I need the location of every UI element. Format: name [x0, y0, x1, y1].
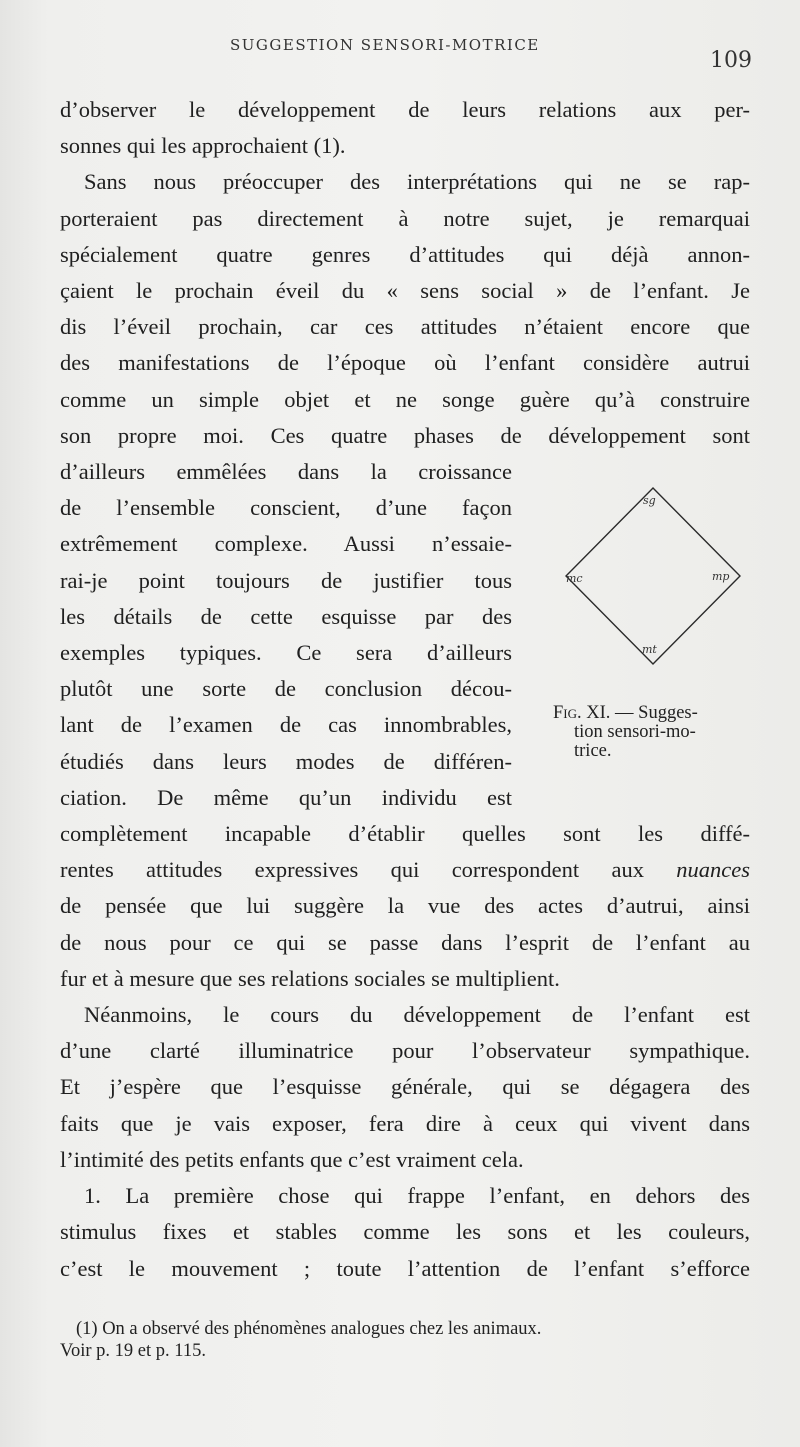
paragraph-1 [60, 92, 750, 164]
text-line: les détails de cette esquisse par des [60, 603, 512, 629]
caption-line: trice. [574, 741, 612, 761]
page-number: 109 [710, 48, 752, 73]
text-line [60, 852, 750, 888]
paragraph-4 [60, 1178, 750, 1287]
text-line: Néanmoins, le cours du développement de l’enfant est [84, 1002, 750, 1028]
caption-line [553, 704, 758, 723]
text-line: dis l’éveil prochain, car ces attitudes n’étaient encore que [60, 314, 750, 340]
label-bottom: mt [642, 643, 657, 656]
text-line: de l’ensemble conscient, d’une façon [60, 495, 512, 521]
label-top: sg [643, 494, 656, 507]
caption-line: tion sensori-mo- [574, 722, 696, 742]
footnote-line: Voir p. 19 et p. 115. [60, 1341, 206, 1361]
text-line: spécialement quatre genres d’attitudes qui déjà annon- [60, 241, 750, 267]
text-line: porteraient pas directement à notre sujet, je remarquai [60, 205, 750, 231]
text-line: c’est le mouvement ; toute l’attention de l’enfant s’efforce [60, 1255, 750, 1281]
text-line: çaient le prochain éveil du « sens social » de l’enfant. Je [60, 278, 750, 304]
text-line: de nous pour ce qui se passe dans l’esprit de l’enfant au [60, 929, 750, 955]
text-line: étudiés dans leurs modes de différen- [60, 748, 512, 774]
wrapped-text-beside-figure [60, 454, 512, 816]
label-right: mp [712, 570, 730, 583]
text-line: extrêmement complexe. Aussi n’essaie- [60, 531, 512, 557]
diamond-diagram [548, 470, 758, 700]
text-line: de pensée que lui suggère la vue des actes d’autrui, ainsi [60, 893, 750, 919]
text-fragment: rentes attitudes expressives qui correspondent aux [60, 857, 677, 883]
caption-prefix: Fig. XI. [553, 703, 611, 723]
text-line: complètement incapable d’établir quelles sont les diffé- [60, 821, 750, 847]
text-line: Et j’espère que l’esquisse générale, qui se dégagera des [60, 1074, 750, 1100]
text-line: comme un simple objet et ne songe guère qu’à construire [60, 386, 750, 412]
caption-text: — Sugges- [610, 703, 698, 723]
footnote-line: (1) On a observé des phénomènes analogues chez les animaux. [76, 1319, 542, 1339]
label-left: mc [566, 572, 583, 585]
text-line: plutôt une sorte de conclusion décou- [60, 676, 512, 702]
figure-caption [553, 704, 758, 761]
text-line: ciation. De même qu’un individu est [60, 784, 512, 810]
text-line: d’ailleurs emmêlées dans la croissance [60, 459, 512, 485]
text-line: rai-je point toujours de justifier tous [60, 567, 512, 593]
paragraph-3 [60, 997, 750, 1178]
text-line: d’une clarté illuminatrice pour l’observateur sympathique. [60, 1038, 750, 1064]
text-line: des manifestations de l’époque où l’enfant considère autrui [60, 350, 750, 376]
footnote [60, 1318, 760, 1362]
text-line: d’observer le développement de leurs relations aux per- [60, 97, 750, 122]
text-line: 1. La première chose qui frappe l’enfant, en dehors des [84, 1183, 750, 1209]
running-title: SUGGESTION SENSORI-MOTRICE [230, 36, 540, 54]
text-line: sonnes qui les approchaient (1). [60, 133, 346, 159]
text-line: fur et à mesure que ses relations sociales se multiplient. [60, 965, 560, 991]
text-line: exemples typiques. Ce sera d’ailleurs [60, 640, 512, 666]
text-line: son propre moi. Ces quatre phases de développement sont [60, 422, 750, 448]
text-line: l’intimité des petits enfants que c’est vraiment cela. [60, 1146, 524, 1172]
italic-word: nuances [676, 857, 750, 883]
text-line: lant de l’examen de cas innombrables, [60, 712, 512, 738]
text-line: faits que je vais exposer, fera dire à ceux qui vivent dans [60, 1110, 750, 1136]
text-line: Sans nous préoccuper des interprétations qui ne se rap- [84, 169, 750, 195]
text-line: stimulus fixes et stables comme les sons et les couleurs, [60, 1219, 750, 1245]
